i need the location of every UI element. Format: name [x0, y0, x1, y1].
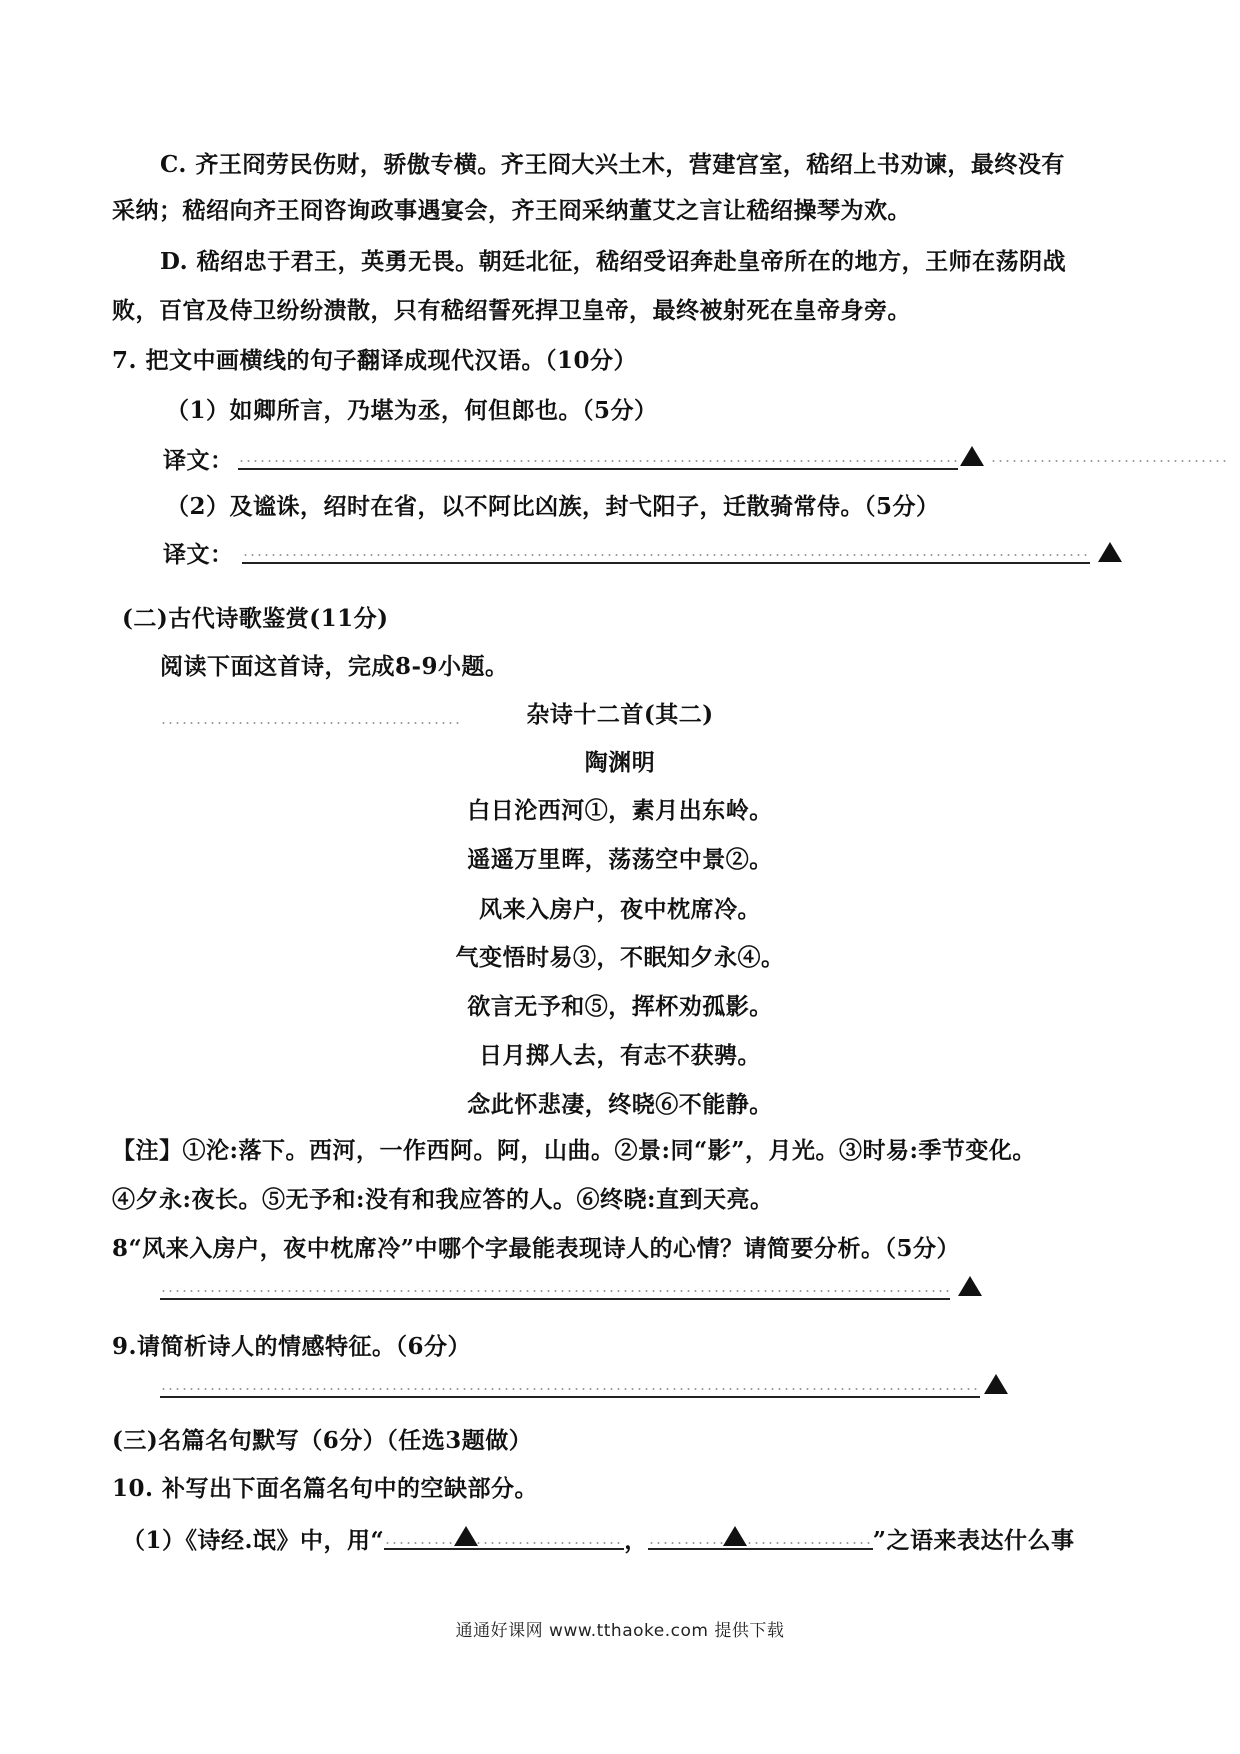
section-2-instruction: 阅读下面这首诗，完成8-9小题。 — [160, 653, 509, 680]
footer-credit: 通通好课网 www.tthaoke.com 提供下载 — [455, 1621, 785, 1641]
poem-title: 杂诗十二首(其二) — [526, 701, 714, 728]
q10-sub1-prefix: （1）《诗经.氓》中，用“ — [122, 1527, 385, 1554]
option-c-line1: C. 齐王冏劳民伤财，骄傲专横。齐王冏大兴土木，营建宫室，嵇绍上书劝谏，最终没有 — [160, 151, 1065, 178]
question-8-prompt: 8“风来入房户，夜中枕席冷”中哪个字最能表现诗人的心情？请简要分析。（5分） — [112, 1235, 960, 1262]
option-d-line2: 败，百官及侍卫纷纷溃散，只有嵇绍誓死捍卫皇帝，最终被射死在皇帝身旁。 — [112, 297, 911, 324]
question-9-prompt: 9.请简析诗人的情感特征。（6分） — [112, 1333, 472, 1360]
section-3-heading: (三)名篇名句默写（6分）（任选3题做） — [112, 1427, 533, 1454]
option-c-line2: 采纳；嵇绍向齐王冏咨询政事遇宴会，齐王冏采纳董艾之言让嵇绍操琴为欢。 — [112, 197, 911, 224]
poem-line: 念此怀悲凄，终晓⑥不能静。 — [467, 1091, 773, 1118]
option-d-line1: D. 嵇绍忠于君王，英勇无畏。朝廷北征，嵇绍受诏奔赴皇帝所在的地方，王师在荡阴战 — [160, 248, 1067, 275]
poem-line: 白日沦西河①，素月出东岭。 — [467, 797, 773, 824]
section-2-heading: (二)古代诗歌鉴赏(11分) — [122, 605, 389, 632]
answer-marker-icon — [984, 1374, 1008, 1394]
fill-blank-1[interactable] — [384, 1522, 624, 1548]
q10-sub1-suffix: ”之语来表达什么事 — [872, 1527, 1075, 1554]
answer-label-7-2: 译文： — [163, 541, 234, 568]
question-10-prompt: 10. 补写出下面名篇名句中的空缺部分。 — [112, 1475, 539, 1502]
answer-marker-icon — [1098, 542, 1122, 562]
notes-line1: 【注】①沦:落下。西河，一作西阿。阿，山曲。②景:同“影”，月光。③时易:季节变化。 — [112, 1137, 1036, 1164]
answer-marker-icon — [958, 1276, 982, 1296]
question-7-sub1: （1）如卿所言，乃堪为丞，何但郎也。（5分） — [166, 397, 658, 424]
answer-label-7-1: 译文： — [163, 447, 234, 474]
fill-blank-2[interactable] — [648, 1522, 873, 1548]
poem-line: 风来入房户，夜中枕席冷。 — [479, 896, 761, 923]
question-7-sub2: （2）及谧诛，绍时在省，以不阿比凶族，封弋阳子，迁散骑常侍。（5分） — [166, 493, 940, 520]
answer-marker-icon — [960, 446, 984, 466]
poem-author: 陶渊明 — [584, 749, 656, 776]
q10-sub1-middle: ， — [624, 1527, 648, 1554]
question-10-sub1 — [122, 1522, 1074, 1556]
answer-marker-icon — [454, 1526, 478, 1546]
question-7-prompt: 7. 把文中画横线的句子翻译成现代汉语。（10分） — [112, 347, 638, 374]
answer-marker-icon — [723, 1526, 747, 1546]
poem-line: 遥遥万里晖，荡荡空中景②。 — [467, 846, 773, 873]
poem-line: 欲言无予和⑤，挥杯劝孤影。 — [467, 993, 773, 1020]
poem-line: 气变悟时易③，不眠知夕永④。 — [455, 944, 785, 971]
poem-line: 日月掷人去，有志不获骋。 — [479, 1042, 761, 1069]
notes-line2: ④夕永:夜长。⑤无予和:没有和我应答的人。⑥终晓:直到天亮。 — [112, 1186, 774, 1213]
